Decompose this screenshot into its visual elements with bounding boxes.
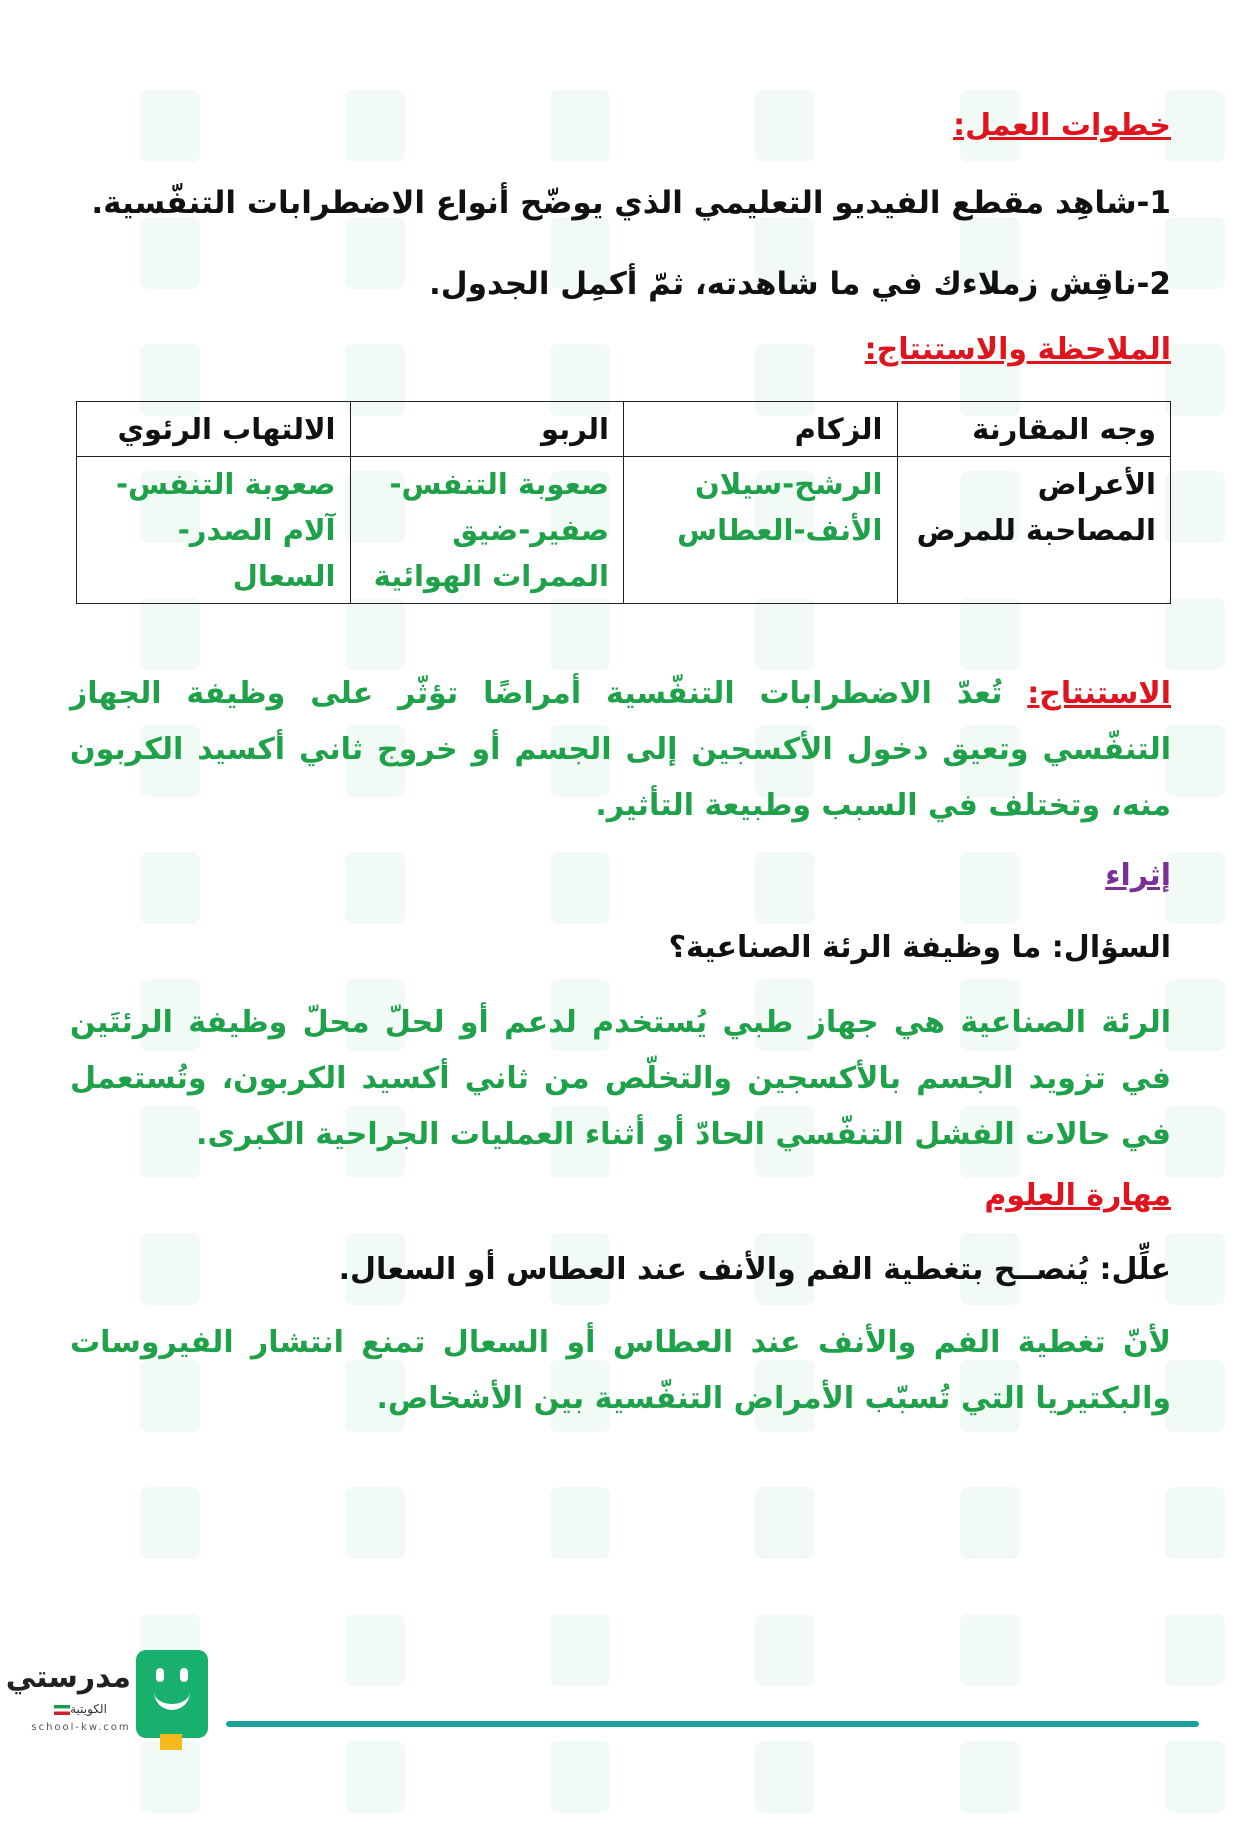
enrichment-answer: الرئة الصناعية هي جهاز طبي يُستخدم لدعم أو لحلّ محلّ وظيفة الرئتَين في تزويد الجسم بالأكسجين والتخلّص من ثاني أكسيد الكربون، وتُستعمل في حالات الفشل التنفّسي الحادّ أو أثناء العمليات الجراحية الكبرى. bbox=[70, 1005, 1171, 1152]
watermark-book-icon bbox=[1165, 344, 1225, 416]
logo-bookmark-icon bbox=[160, 1734, 182, 1750]
table-header-cell: الالتهاب الرئوي bbox=[77, 402, 351, 457]
watermark-book-icon bbox=[1165, 1741, 1225, 1813]
table-header-cell: الزكام bbox=[624, 402, 898, 457]
watermark-book-icon bbox=[1165, 1233, 1225, 1305]
footer-divider bbox=[226, 1721, 1199, 1727]
school-logo bbox=[5, 1650, 216, 1750]
watermark-book-icon bbox=[1165, 1614, 1225, 1686]
table-cell-pneumonia: صعوبة التنفس-آلام الصدر-السعال bbox=[77, 457, 351, 604]
table-header-cell: وجه المقارنة bbox=[897, 402, 1171, 457]
watermark-book-icon bbox=[1165, 979, 1225, 1051]
logo-name: مدرستي bbox=[5, 1660, 131, 1695]
steps-heading: خطوات العمل: bbox=[953, 108, 1171, 143]
page-content bbox=[70, 0, 1171, 1755]
watermark-book-icon bbox=[1165, 1106, 1225, 1178]
comparison-table bbox=[76, 401, 1171, 604]
observation-heading: الملاحظة والاستنتاج: bbox=[864, 332, 1171, 367]
watermark-book-icon bbox=[1165, 217, 1225, 289]
table-cell-cold: الرشح-سيلان الأنف-العطاس bbox=[624, 457, 898, 604]
watermark-book-icon bbox=[1165, 90, 1225, 162]
logo-subtitle: الكويتية bbox=[26, 1702, 131, 1716]
logo-url: school-kw.com bbox=[31, 1722, 131, 1733]
table-cell-asthma: صعوبة التنفس-صفير-ضيق الممرات الهوائية bbox=[350, 457, 624, 604]
skill-answer: لأنّ تغطية الفم والأنف عند العطاس أو السعال تمنع انتشار الفيروسات والبكتيريا التي تُسبّب الأمراض التنفّسية بين الأشخاص. bbox=[70, 1325, 1171, 1416]
watermark-book-icon bbox=[1165, 725, 1225, 797]
logo-book-icon bbox=[136, 1650, 208, 1738]
watermark-book-icon bbox=[1165, 1487, 1225, 1559]
watermark-book-icon bbox=[1165, 471, 1225, 543]
conclusion-label: الاستنتاج: bbox=[1027, 676, 1171, 711]
enrichment-heading: إثراء bbox=[1105, 858, 1171, 893]
skill-heading: مهارة العلوم bbox=[984, 1178, 1171, 1213]
conclusion-text: تُعدّ الاضطرابات التنفّسية أمراضًا تؤثّر على وظيفة الجهاز التنفّسي وتعيق دخول الأكسجين إلى الجسم أو خروج ثاني أكسيد الكربون منه، وتختلف في السبب وطبيعة التأثير. bbox=[70, 676, 1171, 823]
step-2: 2-ناقِش زملاءك في ما شاهدته، ثمّ أكمِل الجدول. bbox=[429, 266, 1171, 302]
watermark-book-icon bbox=[1165, 598, 1225, 670]
enrichment-question: السؤال: ما وظيفة الرئة الصناعية؟ bbox=[668, 930, 1171, 965]
watermark-book-icon bbox=[1165, 1360, 1225, 1432]
kuwait-flag-icon bbox=[54, 1705, 70, 1715]
table-header-row bbox=[77, 402, 1171, 457]
table-header-cell: الربو bbox=[350, 402, 624, 457]
conclusion-paragraph bbox=[70, 666, 1171, 834]
table-row-label: الأعراض المصاحبة للمرض bbox=[897, 457, 1171, 604]
skill-question: علِّل: يُنصــح بتغطية الفم والأنف عند العطاس أو السعال. bbox=[338, 1252, 1171, 1287]
table-row bbox=[77, 457, 1171, 604]
watermark-book-icon bbox=[1165, 852, 1225, 924]
step-1: 1-شاهِد مقطع الفيديو التعليمي الذي يوضّح أنواع الاضطرابات التنفّسية. bbox=[91, 185, 1171, 221]
